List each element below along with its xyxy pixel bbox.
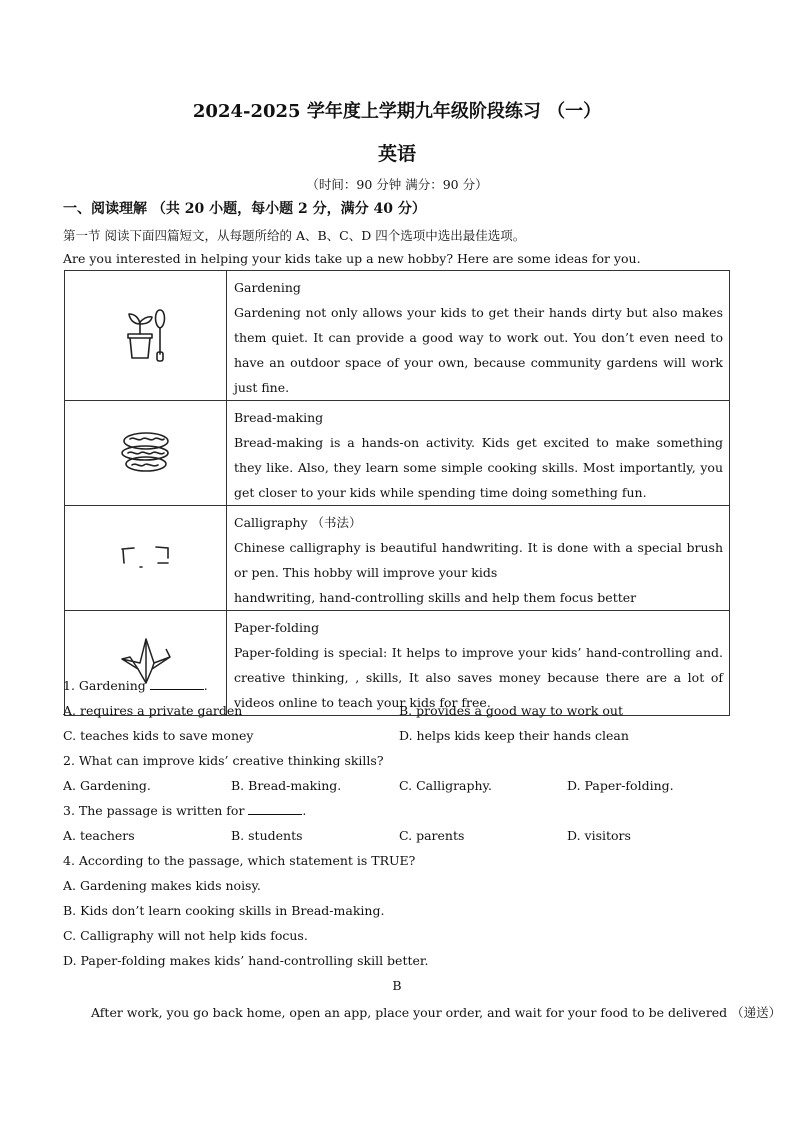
hobby-name: Paper-folding xyxy=(234,620,320,635)
question-stem: 2. What can improve kids’ creative thinking skills? xyxy=(63,753,384,768)
question-text: 1. Gardening xyxy=(63,678,146,693)
passage-first-line: After work, you go back home, open an app, place your order, and wait for your food to be delivered （递送） xyxy=(91,1005,782,1020)
section-instruction: 第一节 阅读下面四篇短文，从每题所给的 A、B、C、D 四个选项中选出最佳选项。 xyxy=(63,228,526,243)
section-heading: 一、阅读理解 （共 20 小题，每小题 2 分，满分 40 分） xyxy=(63,201,426,217)
answer-blank xyxy=(150,678,204,690)
hobby-table xyxy=(64,270,730,716)
hobby-description-continued: handwriting, hand-controlling skills and help them focus better xyxy=(234,590,637,605)
question-stem xyxy=(63,803,306,818)
hobby-description: Gardening not only allows your kids to get their hands dirty but also makes them quiet. It can provide a good way to work out. You don’t even need to have an outdoor space of your own, because community gardens will work just fine. xyxy=(234,305,723,395)
calligraphy-icon xyxy=(118,556,174,575)
passage-label: B xyxy=(392,978,402,993)
hobby-row xyxy=(65,611,730,716)
page-title: 2024-2025 学年度上学期九年级阶段练习 （一） xyxy=(192,101,602,122)
question-text: 3. The passage is written for xyxy=(63,803,245,818)
option-b: B. provides a good way to work out xyxy=(399,703,623,718)
time-info: （时间：90 分钟 满分：90 分） xyxy=(306,177,488,192)
question-end: . xyxy=(302,803,307,818)
hobby-picture-cell xyxy=(65,271,227,401)
option-d: D. visitors xyxy=(567,828,631,843)
hobby-text-cell xyxy=(227,271,730,401)
answer-blank xyxy=(248,803,302,815)
hobby-description: Chinese calligraphy is beautiful handwriting. It is done with a special brush or pen. This hobby will improve your kids xyxy=(234,540,723,580)
hobby-text-cell xyxy=(227,506,730,611)
option-c: C. Calligraphy will not help kids focus. xyxy=(63,928,308,943)
bread-icon xyxy=(120,458,172,477)
question-stem: 4. According to the passage, which statement is TRUE? xyxy=(63,853,416,868)
hobby-row xyxy=(65,401,730,506)
subject-title: 英语 xyxy=(377,143,416,165)
hobby-name: Gardening xyxy=(234,280,301,295)
option-c: C. parents xyxy=(399,828,465,843)
hobby-name: Calligraphy （书法） xyxy=(234,515,362,530)
passage-intro: Are you interested in helping your kids take up a new hobby? Here are some ideas for you. xyxy=(63,251,641,266)
gardening-icon xyxy=(122,347,170,366)
option-b: B. students xyxy=(231,828,303,843)
hobby-picture-cell xyxy=(65,506,227,611)
option-d: D. helps kids keep their hands clean xyxy=(399,728,629,743)
option-d: D. Paper-folding makes kids’ hand-controlling skill better. xyxy=(63,953,429,968)
option-a: A. teachers xyxy=(63,828,135,843)
hobby-row xyxy=(65,271,730,401)
question-end: . xyxy=(203,678,208,693)
hobby-description: Bread-making is a hands-on activity. Kids get excited to make something they like. Also, they learn some simple cooking skills. Most importantly, you get closer to your kids while spending time doing something fun. xyxy=(234,435,723,500)
hobby-picture-cell xyxy=(65,611,227,716)
option-a: A. Gardening. xyxy=(63,778,151,793)
question-stem xyxy=(63,678,208,693)
hobby-description: Paper-folding is special: It helps to improve your kids’ hand-controlling and. creative thinking, , skills, It also saves money because there are a lot of videos online to teach your kids for free. xyxy=(234,645,723,710)
hobby-name: Bread-making xyxy=(234,410,324,425)
option-a: A. Gardening makes kids noisy. xyxy=(63,878,261,893)
option-d: D. Paper-folding. xyxy=(567,778,674,793)
option-c: C. teaches kids to save money xyxy=(63,728,254,743)
hobby-text-cell xyxy=(227,611,730,716)
hobby-text-cell xyxy=(227,401,730,506)
option-b: B. Kids don’t learn cooking skills in Bread-making. xyxy=(63,903,385,918)
option-a: A. requires a private garden xyxy=(63,703,243,718)
hobby-row xyxy=(65,506,730,611)
hobby-picture-cell xyxy=(65,401,227,506)
option-c: C. Calligraphy. xyxy=(399,778,492,793)
option-b: B. Bread-making. xyxy=(231,778,342,793)
